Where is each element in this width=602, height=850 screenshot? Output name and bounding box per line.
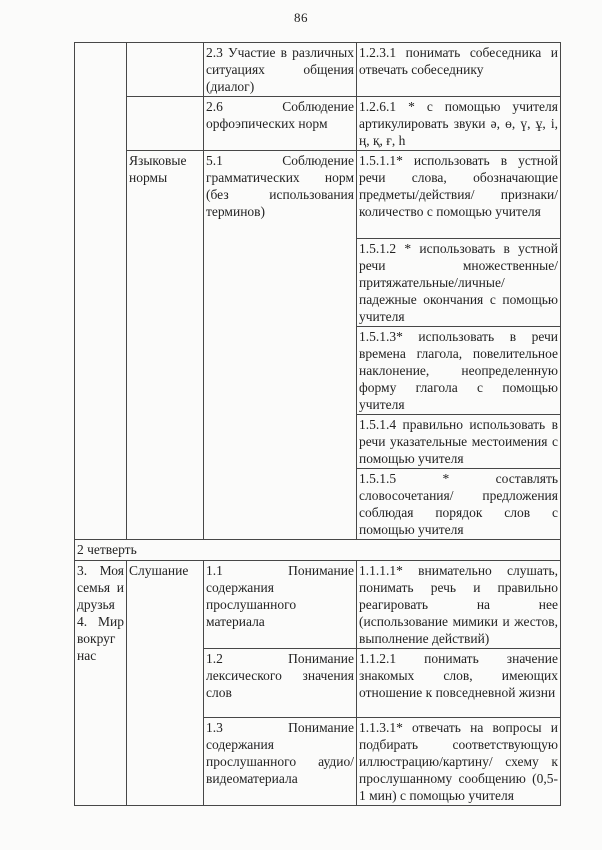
subsection-cell: 1.3 Понимание содержания прослушанного аудио/видеоматериала: [204, 718, 357, 806]
objective-cell: 1.2.3.1 понимать собеседника и отвечать собеседнику: [357, 43, 561, 97]
subsection-cell: 5.1 Соблюдение грамматических норм (без использования терминов): [204, 151, 357, 540]
page-number: 86: [294, 10, 308, 25]
objective-cell: 1.5.1.4 правильно использовать в речи указательные местоимения с помощью учителя: [357, 415, 561, 469]
strand-cell-listening: Слушание: [127, 561, 204, 806]
quarter-divider-row: [75, 540, 561, 561]
objective-cell: 1.5.1.1* использовать в устной речи слова, обозначающие предметы/действия/ признаки/количество с помощью учителя: [357, 151, 561, 239]
objective-cell: 1.1.3.1* отвечать на вопросы и подбирать соответствующую иллюстрацию/картину/ схему к прослушанному сообщению (0,5-1 мин) с помощью учителя: [357, 718, 561, 806]
table-row: [75, 561, 561, 649]
table-row: [75, 151, 561, 239]
objective-cell: 1.1.2.1 понимать значение знакомых слов, имеющих отношение к повседневной жизни: [357, 649, 561, 718]
strand-cell-language-norms: Языковые нормы: [127, 151, 204, 540]
objective-cell: 1.1.1.1* внимательно слушать, понимать речь и правильно реагировать на нее (использование мимики и жестов, выполнение действий): [357, 561, 561, 649]
quarter-label: 2 четверть: [75, 540, 561, 561]
strand-cell-empty: [127, 97, 204, 151]
subsection-cell: 1.2 Понимание лексического значения слов: [204, 649, 357, 718]
strand-cell-empty: [127, 43, 204, 97]
theme-cell-empty: [75, 43, 127, 540]
theme-cell: 3. Моя семья и друзья 4. Мир вокруг нас: [75, 561, 127, 806]
objective-cell: 1.5.1.3* использовать в речи времена глагола, повелительное наклонение, неопределенную форму глагола с помощью учителя: [357, 327, 561, 415]
subsection-cell: 2.3 Участие в различных ситуациях общения (диалог): [204, 43, 357, 97]
subsection-cell: 1.1 Понимание содержания прослушанного материала: [204, 561, 357, 649]
objective-cell: 1.5.1.5 * составлять словосочетания/ предложения соблюдая порядок слов с помощью учителя: [357, 469, 561, 540]
objective-cell: 1.2.6.1 * с помощью учителя артикулировать звуки ә, ө, ү, ұ, і, ң, қ, ғ, h: [357, 97, 561, 151]
objective-cell: 1.5.1.2 * использовать в устной речи множественные/ притяжательные/личные/падежные окончания с помощью учителя: [357, 239, 561, 327]
subsection-cell: 2.6 Соблюдение орфоэпических норм: [204, 97, 357, 151]
table-row: [75, 97, 561, 151]
table-row: [75, 43, 561, 97]
curriculum-table: [74, 42, 561, 806]
